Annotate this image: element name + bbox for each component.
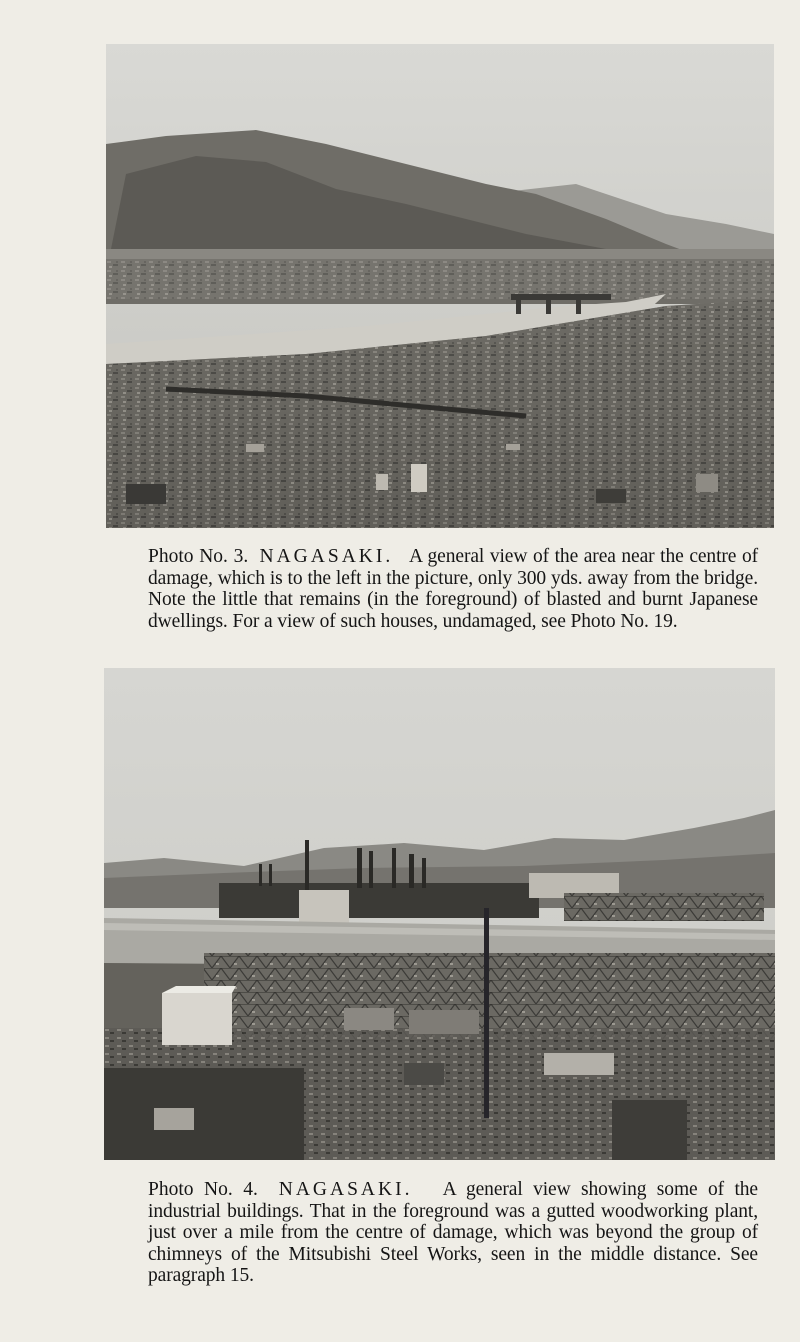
- photo-4-caption: [148, 1179, 758, 1287]
- photo-4-scene: [104, 668, 775, 1160]
- photo-3-image: [106, 44, 774, 528]
- photo-3-caption-text: A general view of the area near the centre of damage, which is to the left in the picture, only 300 yds. away from the bridge. Note the little that remains (in the foreground) of blasted and burnt Japanese dwellings. For a view of such houses, undamaged, see Photo No. 19.: [148, 546, 759, 632]
- photo-3-city: NAGASAKI.: [259, 546, 394, 567]
- photo-4-label: Photo No. 4.: [148, 1179, 258, 1200]
- photo-4-image: [104, 668, 775, 1160]
- photo-4-city: NAGASAKI.: [278, 1179, 413, 1200]
- photo-3-caption: [148, 546, 758, 632]
- photo-3-scene: [106, 44, 774, 528]
- photo-4-caption-text: A general view showing some of the industrial buildings. That in the foreground was a gutted woodworking plant, just over a mile from the centre of damage, which was beyond the group of chimneys of the Mitsubishi Steel Works, seen in the middle distance. See paragraph 15.: [148, 1179, 758, 1286]
- photo-3-label: Photo No. 3.: [148, 546, 249, 567]
